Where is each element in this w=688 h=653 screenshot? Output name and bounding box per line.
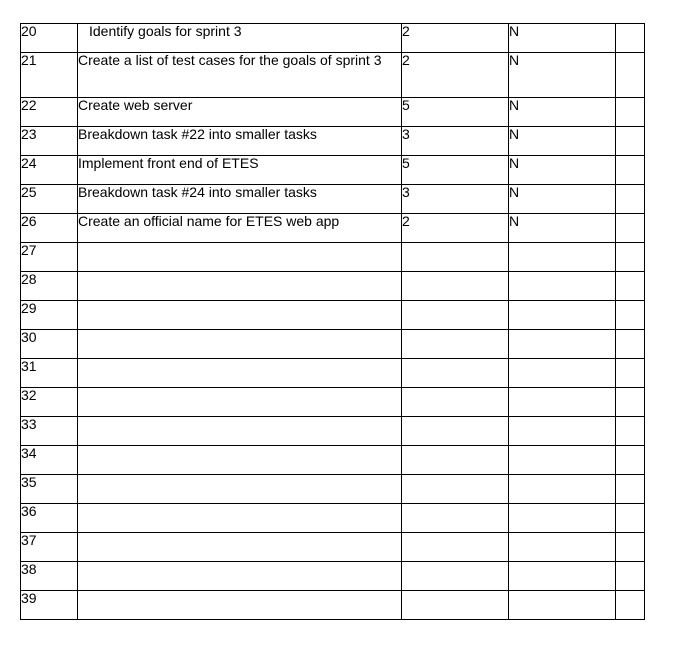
table-row	[21, 475, 645, 504]
table-row	[21, 127, 645, 156]
task-table-body	[21, 24, 645, 620]
row-number-cell: 38	[21, 562, 78, 591]
done-status-cell: N	[509, 185, 616, 214]
task-description-cell	[78, 504, 402, 533]
row-number-cell: 32	[21, 388, 78, 417]
row-number-cell: 26	[21, 214, 78, 243]
task-description-cell	[78, 533, 402, 562]
extra-cell	[616, 301, 645, 330]
row-number-cell: 35	[21, 475, 78, 504]
extra-cell	[616, 504, 645, 533]
story-points-cell: 3	[402, 127, 509, 156]
extra-cell	[616, 243, 645, 272]
done-status-cell	[509, 301, 616, 330]
extra-cell	[616, 185, 645, 214]
task-description-cell	[78, 562, 402, 591]
task-description-cell: Breakdown task #22 into smaller tasks	[78, 127, 402, 156]
row-number-cell: 34	[21, 446, 78, 475]
task-description-cell	[78, 359, 402, 388]
done-status-cell	[509, 330, 616, 359]
story-points-cell	[402, 562, 509, 591]
story-points-cell: 2	[402, 214, 509, 243]
task-description-cell: Breakdown task #24 into smaller tasks	[78, 185, 402, 214]
story-points-cell	[402, 504, 509, 533]
task-description-cell	[78, 475, 402, 504]
table-row	[21, 98, 645, 127]
task-description-cell: Create a list of test cases for the goals of sprint 3	[78, 53, 402, 98]
extra-cell	[616, 562, 645, 591]
extra-cell	[616, 127, 645, 156]
extra-cell	[616, 388, 645, 417]
table-row	[21, 562, 645, 591]
story-points-cell	[402, 533, 509, 562]
row-number-cell: 21	[21, 53, 78, 98]
done-status-cell	[509, 388, 616, 417]
table-row	[21, 446, 645, 475]
story-points-cell	[402, 446, 509, 475]
row-number-cell: 25	[21, 185, 78, 214]
extra-cell	[616, 272, 645, 301]
story-points-cell: 2	[402, 24, 509, 53]
done-status-cell	[509, 359, 616, 388]
table-row	[21, 243, 645, 272]
task-description-cell: Create an official name for ETES web app	[78, 214, 402, 243]
task-description-cell	[78, 330, 402, 359]
task-description-cell	[78, 446, 402, 475]
row-number-cell: 29	[21, 301, 78, 330]
done-status-cell	[509, 243, 616, 272]
table-row	[21, 504, 645, 533]
story-points-cell	[402, 475, 509, 504]
table-row	[21, 214, 645, 243]
row-number-cell: 31	[21, 359, 78, 388]
table-row	[21, 330, 645, 359]
table-row	[21, 301, 645, 330]
extra-cell	[616, 359, 645, 388]
story-points-cell: 5	[402, 156, 509, 185]
extra-cell	[616, 98, 645, 127]
table-row	[21, 359, 645, 388]
row-number-cell: 33	[21, 417, 78, 446]
table-row	[21, 388, 645, 417]
story-points-cell	[402, 359, 509, 388]
table-row	[21, 591, 645, 620]
done-status-cell	[509, 504, 616, 533]
done-status-cell	[509, 417, 616, 446]
task-description-cell: Implement front end of ETES	[78, 156, 402, 185]
story-points-cell	[402, 301, 509, 330]
row-number-cell: 30	[21, 330, 78, 359]
story-points-cell	[402, 388, 509, 417]
story-points-cell	[402, 330, 509, 359]
done-status-cell	[509, 272, 616, 301]
story-points-cell	[402, 243, 509, 272]
done-status-cell	[509, 591, 616, 620]
done-status-cell: N	[509, 214, 616, 243]
row-number-cell: 36	[21, 504, 78, 533]
extra-cell	[616, 214, 645, 243]
done-status-cell: N	[509, 53, 616, 98]
table-row	[21, 53, 645, 98]
done-status-cell	[509, 446, 616, 475]
extra-cell	[616, 533, 645, 562]
story-points-cell: 2	[402, 53, 509, 98]
table-row	[21, 156, 645, 185]
row-number-cell: 24	[21, 156, 78, 185]
extra-cell	[616, 156, 645, 185]
extra-cell	[616, 24, 645, 53]
task-description-cell: Create web server	[78, 98, 402, 127]
done-status-cell	[509, 533, 616, 562]
done-status-cell: N	[509, 127, 616, 156]
done-status-cell	[509, 562, 616, 591]
row-number-cell: 39	[21, 591, 78, 620]
done-status-cell: N	[509, 24, 616, 53]
extra-cell	[616, 330, 645, 359]
table-row	[21, 24, 645, 53]
story-points-cell: 5	[402, 98, 509, 127]
table-row	[21, 533, 645, 562]
extra-cell	[616, 475, 645, 504]
story-points-cell	[402, 417, 509, 446]
story-points-cell	[402, 591, 509, 620]
done-status-cell	[509, 475, 616, 504]
task-description-cell	[78, 243, 402, 272]
done-status-cell: N	[509, 156, 616, 185]
task-description-cell	[78, 591, 402, 620]
row-number-cell: 28	[21, 272, 78, 301]
task-description-cell	[78, 417, 402, 446]
extra-cell	[616, 446, 645, 475]
row-number-cell: 20	[21, 24, 78, 53]
table-row	[21, 272, 645, 301]
table-row	[21, 185, 645, 214]
task-description-cell: Identify goals for sprint 3	[78, 24, 402, 53]
task-description-cell	[78, 301, 402, 330]
task-table	[20, 23, 645, 620]
row-number-cell: 23	[21, 127, 78, 156]
done-status-cell: N	[509, 98, 616, 127]
table-row	[21, 417, 645, 446]
row-number-cell: 22	[21, 98, 78, 127]
extra-cell	[616, 591, 645, 620]
extra-cell	[616, 53, 645, 98]
extra-cell	[616, 417, 645, 446]
story-points-cell	[402, 272, 509, 301]
task-description-cell	[78, 272, 402, 301]
story-points-cell: 3	[402, 185, 509, 214]
task-description-cell	[78, 388, 402, 417]
row-number-cell: 37	[21, 533, 78, 562]
row-number-cell: 27	[21, 243, 78, 272]
